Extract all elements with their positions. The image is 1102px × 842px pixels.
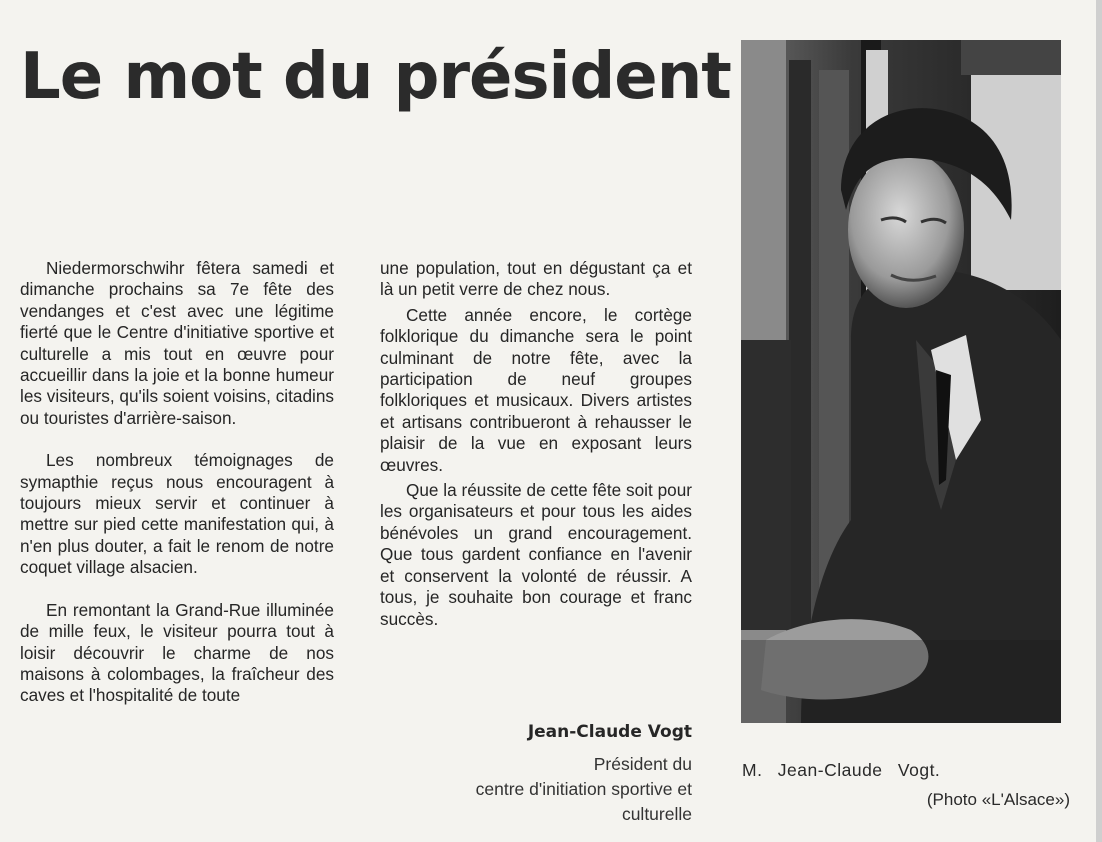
article-title: Le mot du président	[20, 40, 731, 114]
role-line: Président du	[593, 754, 692, 774]
signature: Jean-Claude Vogt	[527, 722, 692, 742]
photo-caption-name: M. Jean-Claude Vogt.	[742, 760, 941, 780]
article-column-1	[20, 258, 334, 707]
paragraph: une population, tout en dégustant ça et là un petit verre de chez nous.	[380, 258, 692, 300]
paragraph: Que la réussite de cette fête soit pour les organisateurs et pour tous les aides bénévoles un grand encouragement. Que tous gardent confiance en l'avenir et conservent la volonté de réussir. A tous, je souhaite bon courage et franc succès.	[380, 480, 692, 629]
portrait-illustration	[741, 40, 1061, 723]
role-line: centre d'initiation sportive et	[475, 779, 692, 799]
article-column-2	[380, 258, 692, 630]
paragraph: Cette année encore, le cortège folklorique du dimanche sera le point culminant de notre fête, avec la participation de neuf groupes folkloriques et musicaux. Divers artistes et artisans contribueront à rehausser le plaisir de la vue en exposant leurs œuvres.	[380, 304, 692, 475]
page-edge	[1096, 0, 1102, 842]
portrait-photo	[741, 40, 1061, 723]
role-line: culturelle	[621, 804, 692, 824]
photo-credit: (Photo «L'Alsace»)	[926, 790, 1070, 809]
paragraph: Niedermorschwihr fêtera samedi et dimanche prochains sa 7e fête des vendanges et c'est avec une légitime fierté que le Centre d'initiative sportive et culturelle a mis tout en œuvre pour accueillir dans la joie et la bonne humeur les visiteurs, qu'ils soient voisins, citadins ou touristes d'arrière-saison.	[20, 258, 334, 428]
signatory-role	[380, 752, 692, 827]
paragraph: En remontant la Grand-Rue illuminée de mille feux, le visiteur pourra tout à loisir découvrir le charme de nos maisons à colombages, la fraîcheur des caves et l'hospitalité de toute	[20, 599, 334, 706]
paragraph: Les nombreux témoignages de symapthie reçus nous encouragent à toujours mieux servir et continuer à mettre sur pied cette manifestation qui, à n'en plus douter, a fait le renom de notre coquet village alsacien.	[20, 450, 334, 578]
